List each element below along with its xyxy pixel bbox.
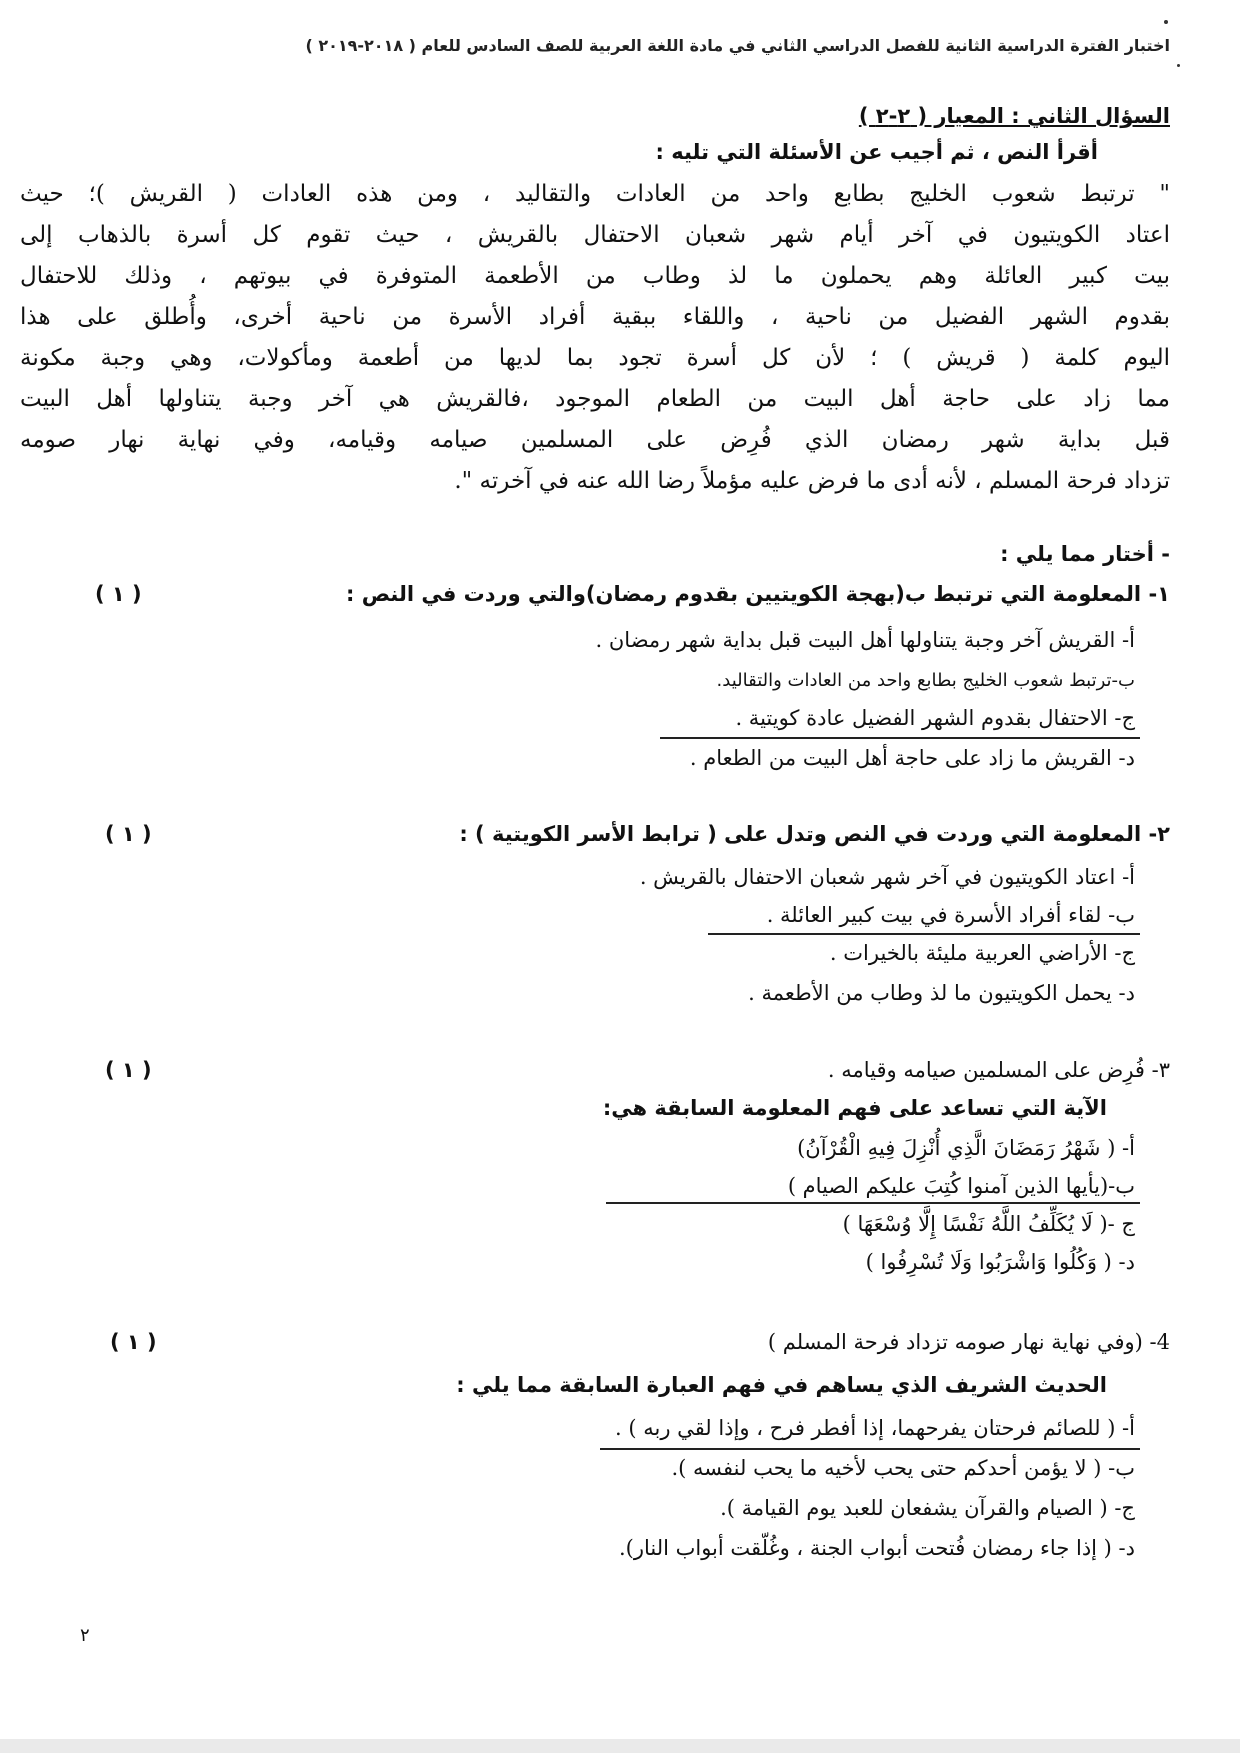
answer-underline [708, 933, 1140, 935]
page-number: ٢ [80, 1625, 90, 1646]
exam-header: اختبار الفترة الدراسية الثانية للفصل الدراسي الثاني في مادة اللغة العربية للصف السادس للعام ( ٢٠١٨-٢٠١٩ ) [305, 36, 1170, 55]
question-3-option-b: ب-(يأيها الذين آمنوا كُتِبَ عليكم الصيام ) [787, 1174, 1135, 1198]
question-2-option-b: ب- لقاء أفراد الأسرة في بيت كبير العائلة . [766, 903, 1135, 927]
question-2-option-d: د- يحمل الكويتيون ما لذ وطاب من الأطعمة . [748, 981, 1135, 1005]
answer-underline [660, 737, 1140, 739]
question-4-mark: ( ١ ) [110, 1330, 157, 1354]
question-3-mark: ( ١ ) [105, 1058, 152, 1082]
question-2-stem: ٢- المعلومة التي وردت في النص وتدل على ( ترابط الأسر الكويتية ) : [459, 822, 1170, 846]
passage-line: مما زاد على حاجة أهل البيت من الطعام الموجود ،فالقريش هي آخر وجبة يتناولها أهل البيت [20, 386, 1170, 412]
question-1-stem: ١- المعلومة التي ترتبط ب(بهجة الكويتيين بقدوم رمضان)والتي وردت في النص : [346, 582, 1170, 606]
scan-speck [1177, 64, 1180, 67]
instructions: أقرأ النص ، ثم أجيب عن الأسئلة التي تليه : [655, 140, 1098, 164]
question-1-option-c: ج- الاحتفال بقدوم الشهر الفضيل عادة كويتية . [735, 706, 1135, 730]
question-3-option-c: ج -( لَا يُكَلِّفُ اللَّهُ نَفْسًا إِلَّا وُسْعَهَا ) [842, 1212, 1135, 1236]
scan-edge [0, 1739, 1240, 1753]
answer-underline [606, 1202, 1140, 1204]
passage-line: قبل بداية شهر رمضان الذي فُرِض على المسلمين صيامه وقيامه، وفي نهاية نهار صومه [20, 427, 1170, 453]
question-1-mark: ( ١ ) [95, 582, 142, 606]
question-1-option-d: د- القريش ما زاد على حاجة أهل البيت من الطعام . [689, 746, 1135, 770]
answer-underline [600, 1448, 1140, 1450]
question-4-option-c: ج- ( الصيام والقرآن يشفعان للعبد يوم القيامة ). [720, 1496, 1135, 1520]
passage-line: بيت كبير العائلة وهم يحملون ما لذ وطاب من الأطعمة المتوفرة في بيوتهم ، وذلك للاحتفال [20, 263, 1170, 289]
question-2-option-a: أ- اعتاد الكويتيون في آخر شهر شعبان الاحتفال بالقريش . [639, 865, 1135, 889]
question-2-option-c: ج- الأراضي العربية مليئة بالخيرات . [829, 941, 1135, 965]
passage-line: تزداد فرحة المسلم ، لأنه أدى ما فرض عليه مؤملاً رضا الله عنه في آخرته ". [454, 468, 1170, 494]
question-2-mark: ( ١ ) [105, 822, 152, 846]
passage-line: بقدوم الشهر الفضيل من ناحية ، واللقاء ببقية أفراد الأسرة من ناحية أخرى، وأُطلق على هذا [20, 304, 1170, 330]
passage-line: " ترتبط شعوب الخليج بطابع واحد من العادات والتقاليد ، ومن هذه العادات ( القريش )؛ حيث [20, 181, 1170, 207]
question-3-subprompt: الآية التي تساعد على فهم المعلومة السابقة هي: [602, 1096, 1107, 1120]
question-1-option-b: ب-ترتبط شعوب الخليج بطابع واحد من العادات والتقاليد. [716, 670, 1135, 691]
scan-speck [1164, 20, 1168, 24]
passage-line: اعتاد الكويتيون في آخر أيام شهر شعبان الاحتفال بالقريش ، حيث تقوم كل أسرة بالذهاب إلى [20, 222, 1170, 248]
question-4-stem: 4- (وفي نهاية نهار صومه تزداد فرحة المسلم ) [767, 1330, 1170, 1354]
question-3-option-d: د- ( وَكُلُوا وَاشْرَبُوا وَلَا تُسْرِفُوا ) [865, 1250, 1135, 1274]
question-4-option-d: د- ( إذا جاء رمضان فُتحت أبواب الجنة ، وغُلّقت أبواب النار). [618, 1536, 1135, 1560]
question-1-option-a: أ- القريش آخر وجبة يتناولها أهل البيت قبل بداية شهر رمضان . [595, 628, 1135, 652]
question-4-option-a: أ- ( للصائم فرحتان يفرحهما، إذا أفطر فرح ، وإذا لقي ربه ) . [615, 1416, 1135, 1440]
question-3-option-a: أ- ( شَهْرُ رَمَضَانَ الَّذِي أُنْزِلَ فِيهِ الْقُرْآنُ) [797, 1136, 1135, 1160]
choose-instruction: - أختار مما يلي : [1000, 542, 1170, 566]
passage-line: اليوم كلمة ( قريش ) ؛ لأن كل أسرة تجود بما لديها من أطعمة ومأكولات، وهي وجبة مكونة [20, 345, 1170, 371]
question-3-stem: ٣- فُرِض على المسلمين صيامه وقيامه . [827, 1058, 1170, 1082]
question-title: السؤال الثاني : المعيار ( ٢-٢ ) [858, 104, 1170, 128]
question-4-subprompt: الحديث الشريف الذي يساهم في فهم العبارة السابقة مما يلي : [456, 1373, 1107, 1397]
reading-passage [20, 174, 1170, 502]
question-4-option-b: ب- ( لا يؤمن أحدكم حتى يحب لأخيه ما يحب لنفسه ). [671, 1456, 1135, 1480]
